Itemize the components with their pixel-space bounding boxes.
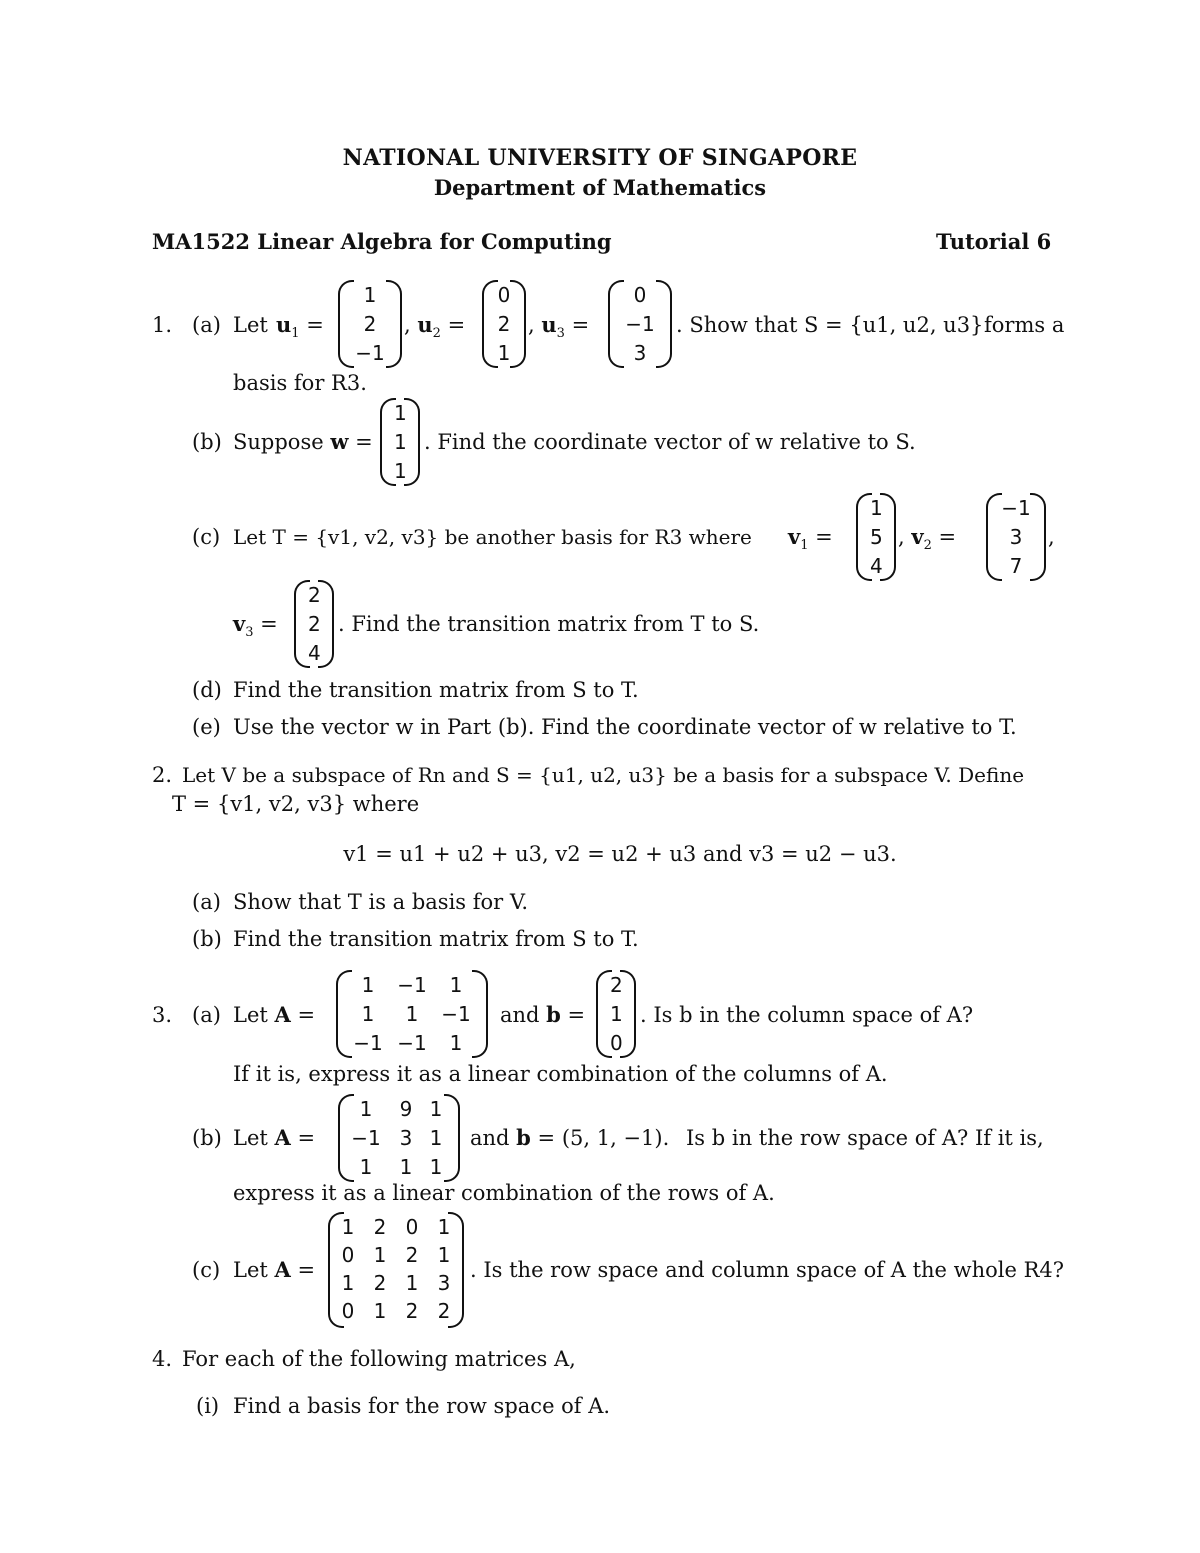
q1a-label: (a) [192, 313, 221, 337]
matrix-entry: 1 [449, 973, 463, 997]
matrix-entry: −1 [353, 1031, 383, 1055]
q1e-text: Use the vector w in Part (b). Find the coordinate vector of w relative to T. [233, 715, 1017, 739]
q2a-text: Show that T is a basis for V. [233, 890, 529, 914]
vector-entry: 1 [363, 283, 377, 307]
q1-number: 1. [152, 313, 173, 337]
q4i-label: (i) [196, 1394, 220, 1418]
q1c-v2-symbol: , $v_2$ = [898, 524, 957, 554]
matrix-entry: 2 [437, 1299, 451, 1323]
q2-number: 2. [152, 763, 173, 787]
q1c-v3-symbol: $v_3$ = [233, 611, 278, 641]
q3a-b-vector [596, 970, 636, 1058]
q3a-matrix-A [336, 970, 488, 1058]
q1a-forms: forms a [984, 313, 1065, 337]
vector-entry: 0 [497, 283, 511, 307]
university-title: NATIONAL UNIVERSITY OF SINGAPORE [342, 145, 858, 171]
vector-entry: 2 [308, 612, 321, 636]
vector-entry: 1 [497, 341, 511, 365]
matrix-entry: 1 [341, 1215, 355, 1239]
q3b-label: (b) [192, 1126, 222, 1150]
q4i-text: Find a basis for the row space of A. [233, 1394, 611, 1418]
q1e-label: (e) [192, 715, 221, 739]
q1b-prefix: Suppose [233, 430, 324, 454]
matrix-entry: 2 [373, 1271, 387, 1295]
matrix-entry: 1 [399, 1155, 413, 1179]
matrix-entry: 1 [341, 1271, 355, 1295]
q4-intro: For each of the following matrices A, [182, 1347, 576, 1371]
q2b-text: Find the transition matrix from S to T. [233, 927, 639, 951]
matrix-entry: −1 [397, 973, 427, 997]
q3c-let: Let A = [233, 1257, 316, 1282]
q1a-u3-vector [608, 280, 672, 368]
q1a-u2-vector [482, 280, 526, 368]
q1a-show-that-text: Show that [689, 313, 798, 337]
matrix-entry: 1 [429, 1097, 443, 1121]
q1a-u2-symbol: , $u_2$ = [404, 312, 466, 342]
q1a-show-that: . Show that [676, 313, 798, 337]
q3a-let: Let A = [233, 1002, 316, 1027]
vector-entry: 1 [394, 459, 407, 483]
q1b-text: . Find the coordinate vector of w relative to S. [424, 430, 916, 454]
matrix-entry: 2 [405, 1299, 419, 1323]
matrix-entry: 1 [359, 1097, 373, 1121]
q2a-label: (a) [192, 890, 221, 914]
q3b-question: Is b in the row space of A? If it is, [686, 1126, 1044, 1150]
q1b-text-span: Find the coordinate vector of w relative to S. [437, 430, 916, 454]
matrix-entry: 1 [405, 1002, 419, 1026]
vector-entry: 1 [394, 401, 407, 425]
tutorial-number: Tutorial 6 [936, 229, 1052, 254]
q3b-b-row: (5, 1, −1) [561, 1126, 663, 1150]
q2-equation: v1 = u1 + u2 + u3, v2 = u2 + u3 and v3 = u2 − u3. [343, 842, 897, 866]
vector-entry: 1 [610, 1002, 623, 1026]
q1a-u1-vector [338, 280, 402, 368]
vector-entry: 1 [870, 496, 883, 520]
matrix-entry: 1 [437, 1215, 451, 1239]
matrix-entry: 1 [437, 1243, 451, 1267]
q1b-label: (b) [192, 430, 222, 454]
q1c-v2-vector [986, 493, 1046, 581]
q2-line2: T = {v1, v2, v3} where [172, 792, 420, 816]
matrix-entry: −1 [397, 1031, 427, 1055]
matrix-entry: 0 [341, 1243, 355, 1267]
matrix-entry: −1 [351, 1126, 381, 1150]
matrix-entry: 1 [449, 1031, 463, 1055]
q1a-u3-symbol: , $u_3$ = [528, 312, 590, 342]
matrix-entry: 1 [429, 1126, 443, 1150]
vector-entry: 3 [633, 341, 647, 365]
matrix-entry: 1 [361, 973, 375, 997]
department-title: Department of Mathematics [433, 175, 767, 200]
vector-entry: 4 [308, 641, 321, 665]
q3a-label: (a) [192, 1003, 221, 1027]
q1c-v3-vector [294, 580, 334, 668]
q3c-question: . Is the row space and column space of A the whole R4? [470, 1258, 1065, 1282]
q3a-question-text: Is b in the column space of A? [653, 1003, 974, 1027]
matrix-entry: 1 [361, 1002, 375, 1026]
q3c-question-text: Is the row space and column space of A the whole R4? [483, 1258, 1065, 1282]
q1a-let: Let [233, 313, 268, 337]
vector-entry: 1 [394, 430, 407, 454]
matrix-entry: −1 [441, 1002, 471, 1026]
matrix-entry: 2 [405, 1243, 419, 1267]
matrix-entry: 0 [341, 1299, 355, 1323]
vector-entry: 5 [870, 525, 883, 549]
q3b-and-b: and b = (5, 1, −1). [470, 1125, 670, 1150]
q1c-v1-vector [856, 493, 896, 581]
matrix-entry: 3 [399, 1126, 413, 1150]
q1c-text: Let T = {v1, v2, v3} be another basis for R3 where [233, 525, 752, 549]
q1c-after-text: Find the transition matrix from T to S. [351, 612, 760, 636]
vector-entry: −1 [355, 341, 385, 365]
q3b-let: Let A = [233, 1125, 316, 1150]
q3a-line2: If it is, express it as a linear combination of the columns of A. [233, 1062, 888, 1086]
q2-line1: Let V be a subspace of Rn and S = {u1, u2, u3} be a basis for a subspace V. Define [182, 763, 1025, 787]
q3a-question: . Is b in the column space of A? [640, 1003, 974, 1027]
q1a-line2: basis for R3. [233, 371, 367, 395]
q1c-after: . Find the transition matrix from T to S. [338, 612, 760, 636]
matrix-entry: 1 [429, 1155, 443, 1179]
vector-entry: 2 [363, 312, 377, 336]
vector-entry: 2 [497, 312, 511, 336]
q3b-line2: express it as a linear combination of the rows of A. [233, 1181, 775, 1205]
q1d-label: (d) [192, 678, 222, 702]
q1b-suppose: Suppose w = [233, 429, 373, 454]
matrix-entry: 1 [405, 1271, 419, 1295]
vector-entry: 2 [308, 583, 321, 607]
matrix-entry: 2 [373, 1215, 387, 1239]
q3b-matrix-A [338, 1094, 460, 1182]
vector-entry: 2 [610, 973, 623, 997]
q1c-comma: , [1048, 525, 1055, 549]
q1d-text: Find the transition matrix from S to T. [233, 678, 639, 702]
matrix-entry: 1 [359, 1155, 373, 1179]
matrix-entry: 3 [437, 1271, 451, 1295]
q3-number: 3. [152, 1003, 173, 1027]
q3a-and-b: and b = [500, 1002, 586, 1027]
vector-entry: 4 [870, 554, 883, 578]
vector-entry: 0 [633, 283, 647, 307]
q2b-label: (b) [192, 927, 222, 951]
matrix-entry: 1 [373, 1243, 387, 1267]
vector-entry: −1 [1001, 496, 1031, 520]
matrix-entry: 0 [405, 1215, 419, 1239]
q1c-v1-symbol: $v_1$ = [788, 524, 833, 554]
course-title: MA1522 Linear Algebra for Computing [152, 229, 612, 254]
q3c-label: (c) [192, 1258, 221, 1282]
q3c-matrix-A [328, 1212, 464, 1328]
vector-entry: 0 [610, 1031, 623, 1055]
q4-number: 4. [152, 1347, 173, 1371]
vector-entry: 7 [1009, 554, 1023, 578]
q1a-u1-symbol: $u_1$ = [276, 312, 324, 342]
q1c-label: (c) [192, 525, 221, 549]
q1b-w-vector [380, 398, 420, 486]
matrix-entry: 1 [373, 1299, 387, 1323]
vector-entry: −1 [625, 312, 655, 336]
q1a-set: S = {u1, u2, u3} [804, 313, 984, 337]
matrix-entry: 9 [399, 1097, 413, 1121]
vector-entry: 3 [1009, 525, 1023, 549]
